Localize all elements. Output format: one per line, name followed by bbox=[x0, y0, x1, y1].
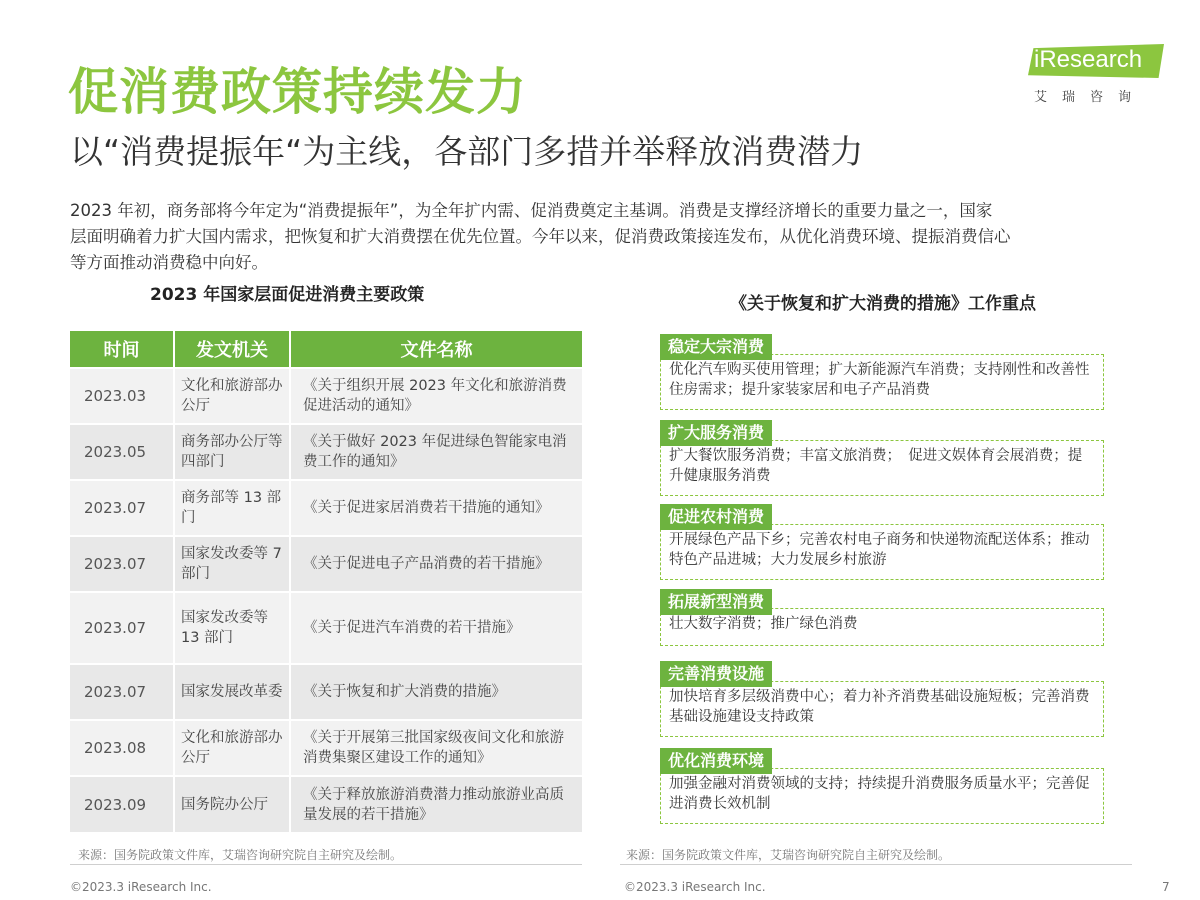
focus-item-tag: 扩大服务消费 bbox=[660, 420, 772, 446]
cell-document: 《关于恢复和扩大消费的措施》 bbox=[290, 664, 582, 720]
logo-cn-text: 艾瑞咨询 bbox=[1034, 90, 1147, 105]
cell-document: 《关于释放旅游消费潜力推动旅游业高质量发展的若干措施》 bbox=[290, 776, 582, 832]
focus-item-box: 扩大餐饮服务消费；丰富文旅消费； 促进文娱体育会展消费；提升健康服务消费 bbox=[660, 440, 1104, 496]
cell-time: 2023.03 bbox=[70, 368, 174, 424]
cell-agency: 国家发改委等 7 部门 bbox=[174, 536, 290, 592]
table-header-row bbox=[70, 331, 582, 368]
copyright-right: ©2023.3 iResearch Inc. bbox=[624, 880, 766, 894]
cell-time: 2023.09 bbox=[70, 776, 174, 832]
source-note-right: 来源：国务院政策文件库，艾瑞咨询研究院自主研究及绘制。 bbox=[626, 848, 951, 862]
cell-agency: 国务院办公厅 bbox=[174, 776, 290, 832]
logo-text: iResearch bbox=[1034, 46, 1143, 73]
divider-left bbox=[70, 864, 582, 865]
column-header-time: 时间 bbox=[70, 331, 174, 368]
cell-time: 2023.07 bbox=[70, 480, 174, 536]
cell-agency: 国家发改委等 13 部门 bbox=[174, 592, 290, 664]
cell-time: 2023.07 bbox=[70, 664, 174, 720]
focus-item-tag: 促进农村消费 bbox=[660, 504, 772, 530]
focus-item-tag: 拓展新型消费 bbox=[660, 589, 772, 615]
table-row bbox=[70, 480, 582, 536]
table-row bbox=[70, 424, 582, 480]
focus-item-box: 壮大数字消费；推广绿色消费 bbox=[660, 608, 1104, 646]
focus-item-tag: 优化消费环境 bbox=[660, 748, 772, 774]
cell-agency: 文化和旅游部办公厅 bbox=[174, 720, 290, 776]
intro-line: 等方面推动消费稳中向好。 bbox=[70, 253, 268, 272]
source-note-left: 来源：国务院政策文件库，艾瑞咨询研究院自主研究及绘制。 bbox=[78, 848, 403, 862]
table-row bbox=[70, 664, 582, 720]
focus-item-box: 加快培育多层级消费中心；着力补齐消费基础设施短板；完善消费基础设施建设支持政策 bbox=[660, 681, 1104, 737]
table-row bbox=[70, 720, 582, 776]
intro-line: 2023 年初，商务部将今年定为“消费提振年”，为全年扩内需、促消费奠定主基调。消费是支撑经济增长的重要力量之一，国家 bbox=[70, 201, 993, 220]
cell-document: 《关于做好 2023 年促进绿色智能家电消费工作的通知》 bbox=[290, 424, 582, 480]
focus-item-box: 优化汽车购买使用管理；扩大新能源汽车消费；支持刚性和改善性住房需求；提升家装家居和电子产品消费 bbox=[660, 354, 1104, 410]
cell-agency: 商务部等 13 部门 bbox=[174, 480, 290, 536]
cell-document: 《关于促进电子产品消费的若干措施》 bbox=[290, 536, 582, 592]
cell-document: 《关于组织开展 2023 年文化和旅游消费促进活动的通知》 bbox=[290, 368, 582, 424]
policy-table-title: 2023 年国家层面促进消费主要政策 bbox=[150, 285, 425, 305]
cell-document: 《关于开展第三批国家级夜间文化和旅游消费集聚区建设工作的通知》 bbox=[290, 720, 582, 776]
focus-panel-title: 《关于恢复和扩大消费的措施》工作重点 bbox=[730, 294, 1036, 314]
cell-agency: 文化和旅游部办公厅 bbox=[174, 368, 290, 424]
cell-document: 《关于促进家居消费若干措施的通知》 bbox=[290, 480, 582, 536]
cell-document: 《关于促进汽车消费的若干措施》 bbox=[290, 592, 582, 664]
page-title: 促消费政策持续发力 bbox=[68, 63, 527, 121]
cell-agency: 商务部办公厅等四部门 bbox=[174, 424, 290, 480]
policy-table bbox=[70, 331, 582, 832]
focus-item-tag: 完善消费设施 bbox=[660, 661, 772, 687]
cell-time: 2023.05 bbox=[70, 424, 174, 480]
divider-right bbox=[620, 864, 1132, 865]
page-subtitle: 以“消费提振年“为主线，各部门多措并举释放消费潜力 bbox=[70, 132, 864, 171]
focus-item-tag: 稳定大宗消费 bbox=[660, 334, 772, 360]
iresearch-logo bbox=[1028, 40, 1168, 110]
focus-item-box: 加强金融对消费领域的支持；持续提升消费服务质量水平；完善促进消费长效机制 bbox=[660, 768, 1104, 824]
table-row bbox=[70, 592, 582, 664]
intro-line: 层面明确着力扩大国内需求，把恢复和扩大消费摆在优先位置。今年以来，促消费政策接连发布，从优化消费环境、提振消费信心 bbox=[70, 227, 1011, 246]
table-row bbox=[70, 776, 582, 832]
cell-time: 2023.08 bbox=[70, 720, 174, 776]
table-row bbox=[70, 368, 582, 424]
copyright-left: ©2023.3 iResearch Inc. bbox=[70, 880, 212, 894]
column-header-document: 文件名称 bbox=[290, 331, 582, 368]
cell-time: 2023.07 bbox=[70, 536, 174, 592]
intro-paragraph bbox=[70, 198, 1130, 276]
table-row bbox=[70, 536, 582, 592]
page-number: 7 bbox=[1162, 880, 1170, 894]
cell-time: 2023.07 bbox=[70, 592, 174, 664]
cell-agency: 国家发展改革委 bbox=[174, 664, 290, 720]
column-header-agency: 发文机关 bbox=[174, 331, 290, 368]
focus-item-box: 开展绿色产品下乡；完善农村电子商务和快递物流配送体系；推动特色产品进城；大力发展乡村旅游 bbox=[660, 524, 1104, 580]
